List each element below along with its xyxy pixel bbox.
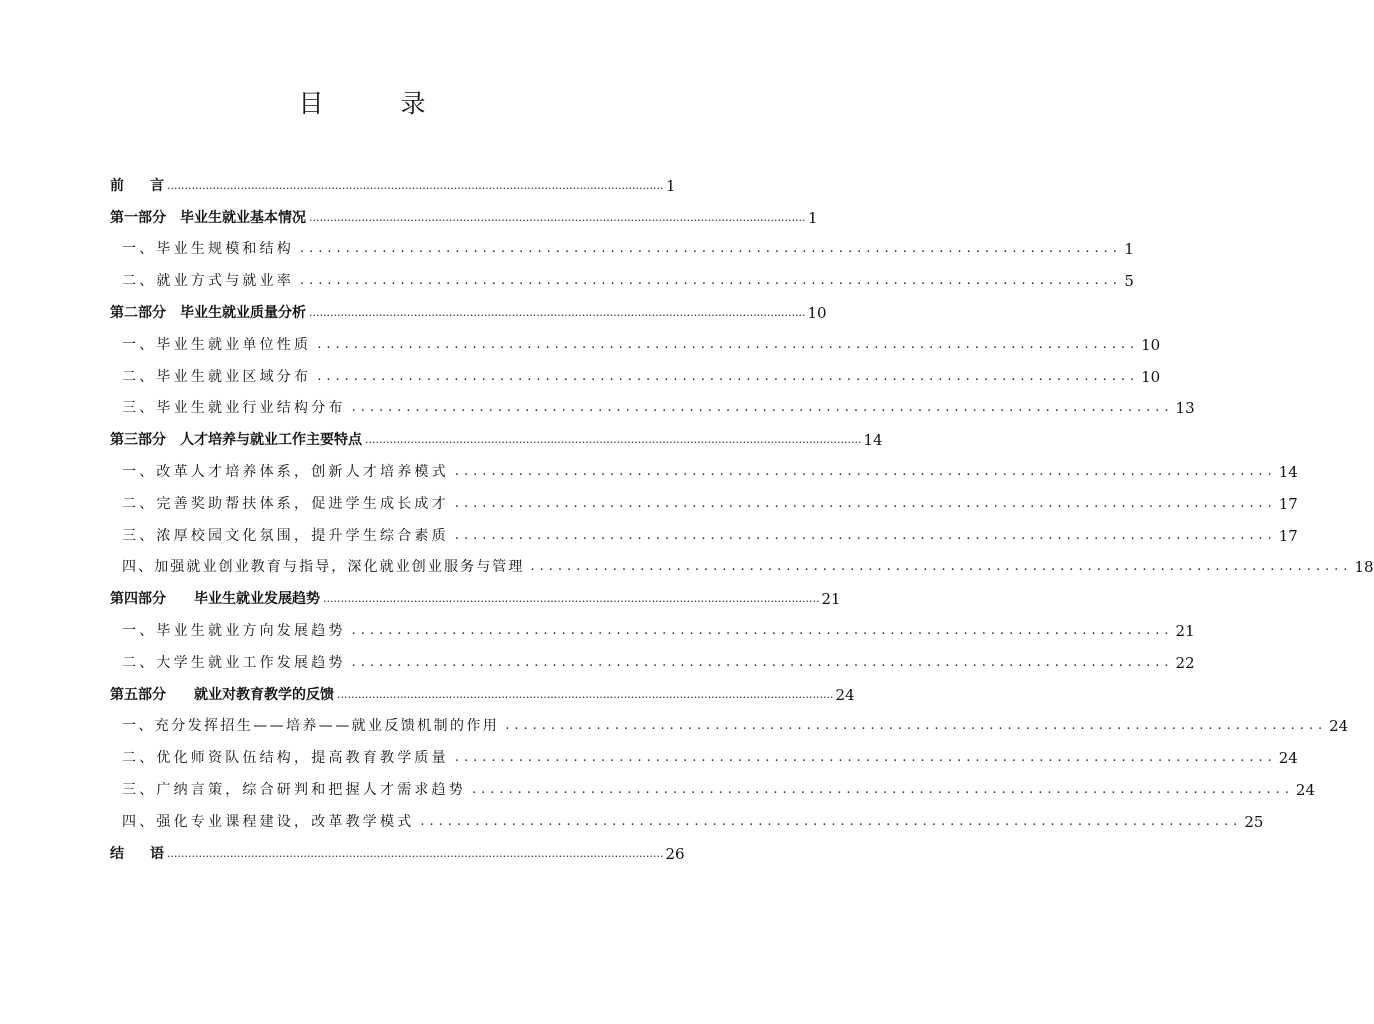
toc-entry[interactable]: [110, 387, 1195, 419]
toc-page-number: 1: [665, 176, 676, 195]
toc-title: 目 录: [298, 89, 452, 118]
toc-entry-label: 第五部分 就业对教育教学的反馈: [110, 686, 334, 703]
toc-page-number: 10: [807, 303, 827, 322]
toc-entry-label: 前 言: [110, 177, 164, 194]
toc-entry-label: 第二部分 毕业生就业质量分析: [110, 304, 306, 321]
toc-entry[interactable]: [110, 228, 1134, 260]
toc-leader-dots: ..............................................................................................................................................: [167, 846, 664, 860]
toc-entry-label: 一、充分发挥招生——培养——就业反馈机制的作用: [122, 718, 500, 735]
toc-leader-dots: ..........................................................................................: [300, 273, 1122, 289]
toc-entry-label: 二、就业方式与就业率: [122, 273, 294, 290]
toc-entry-label: 结 语: [110, 845, 164, 862]
toc-page-number: 24: [1329, 717, 1349, 736]
toc-page-number: 17: [1278, 526, 1298, 545]
toc-entry[interactable]: [110, 259, 1134, 291]
toc-entry[interactable]: [110, 514, 1298, 546]
toc-leader-dots: ..........................................................................................: [351, 400, 1174, 416]
toc-page-number: 21: [821, 590, 841, 609]
toc-page-number: 5: [1124, 272, 1134, 291]
toc-page-number: 10: [1141, 367, 1161, 386]
toc-page-number: 14: [863, 431, 883, 450]
toc-leader-dots: ..........................................................................................: [454, 463, 1277, 479]
toc-entry[interactable]: [110, 418, 883, 450]
toc-entry[interactable]: [110, 832, 685, 864]
toc-entry-label: 二、毕业生就业区域分布: [122, 368, 312, 385]
toc-entry[interactable]: [110, 800, 1264, 832]
toc-page-number: 1: [807, 208, 818, 227]
toc-page-number: 24: [1278, 749, 1298, 768]
toc-entry-label: 三、广纳言策，综合研判和把握人才需求趋势: [122, 781, 466, 798]
toc-entry-label: 第三部分 人才培养与就业工作主要特点: [110, 432, 362, 449]
toc-leader-dots: ..............................................................................................................................................: [337, 687, 834, 701]
toc-leader-dots: ..........................................................................................: [454, 750, 1277, 766]
toc-leader-dots: ..............................................................................................................................................: [309, 305, 806, 319]
toc-entry[interactable]: [110, 355, 1161, 387]
toc-leader-dots: ..........................................................................................: [454, 527, 1277, 543]
toc-entry-label: 一、毕业生就业方向发展趋势: [122, 622, 346, 639]
toc-entry-label: 一、毕业生就业单位性质: [122, 336, 312, 353]
toc-entry[interactable]: [110, 641, 1195, 673]
toc-leader-dots: ..............................................................................................................................................: [167, 178, 664, 192]
toc-entry[interactable]: [110, 768, 1316, 800]
toc-leader-dots: ..........................................................................................: [317, 368, 1140, 384]
toc-leader-dots: ..........................................................................................: [351, 622, 1174, 638]
toc-entry-label: 二、大学生就业工作发展趋势: [122, 654, 346, 671]
toc-entry[interactable]: [110, 196, 818, 228]
toc-list: [110, 164, 1374, 864]
toc-leader-dots: ..........................................................................................: [505, 718, 1328, 734]
toc-entry[interactable]: [110, 164, 676, 196]
toc-entry-label: 第一部分 毕业生就业基本情况: [110, 209, 306, 226]
toc-leader-dots: ..........................................................................................: [472, 781, 1294, 797]
toc-leader-dots: ..........................................................................................: [420, 813, 1243, 829]
toc-entry-label: 三、毕业生就业行业结构分布: [122, 400, 346, 417]
toc-entry[interactable]: [110, 577, 841, 609]
toc-page-number: 10: [1141, 335, 1161, 354]
toc-leader-dots: ..........................................................................................: [300, 241, 1122, 257]
toc-entry[interactable]: [110, 450, 1298, 482]
toc-leader-dots: ..........................................................................................: [530, 559, 1353, 575]
toc-entry-label: 一、改革人才培养体系，创新人才培养模式: [122, 463, 449, 480]
toc-page-number: 22: [1175, 653, 1195, 672]
toc-entry[interactable]: [110, 736, 1298, 768]
toc-page-number: 1: [1124, 240, 1134, 259]
toc-leader-dots: ..........................................................................................: [454, 495, 1277, 511]
toc-entry-label: 四、加强就业创业教育与指导，深化就业创业服务与管理: [122, 559, 525, 576]
toc-entry[interactable]: [110, 705, 1349, 737]
toc-entry[interactable]: [110, 673, 855, 705]
toc-entry[interactable]: [110, 323, 1161, 355]
toc-page-number: 21: [1175, 621, 1195, 640]
toc-page-number: 26: [665, 844, 685, 863]
toc-entry[interactable]: [110, 482, 1298, 514]
toc-page-number: 14: [1278, 462, 1298, 481]
toc-entry-label: 四、强化专业课程建设，改革教学模式: [122, 813, 415, 830]
toc-page-number: 24: [835, 685, 855, 704]
toc-entry-label: 三、浓厚校园文化氛围，提升学生综合素质: [122, 527, 449, 544]
toc-entry-label: 第四部分 毕业生就业发展趋势: [110, 591, 320, 608]
toc-page-number: 24: [1295, 780, 1316, 799]
toc-page-number: 18: [1354, 558, 1374, 577]
toc-entry[interactable]: [110, 291, 827, 323]
toc-page-number: 25: [1244, 812, 1264, 831]
toc-leader-dots: ..........................................................................................: [351, 654, 1174, 670]
toc-entry-label: 二、优化师资队伍结构，提高教育教学质量: [122, 750, 449, 767]
toc-leader-dots: ..........................................................................................: [317, 336, 1140, 352]
toc-entry[interactable]: [110, 546, 1374, 578]
toc-entry-label: 一、毕业生规模和结构: [122, 241, 294, 258]
toc-leader-dots: ..............................................................................................................................................: [323, 592, 820, 606]
toc-leader-dots: ..............................................................................................................................................: [309, 210, 806, 224]
toc-entry-label: 二、完善奖助帮扶体系，促进学生成长成才: [122, 495, 449, 512]
toc-page-number: 13: [1175, 399, 1195, 418]
toc-page-number: 17: [1278, 494, 1298, 513]
toc-leader-dots: ..............................................................................................................................................: [365, 433, 862, 447]
toc-entry[interactable]: [110, 609, 1195, 641]
